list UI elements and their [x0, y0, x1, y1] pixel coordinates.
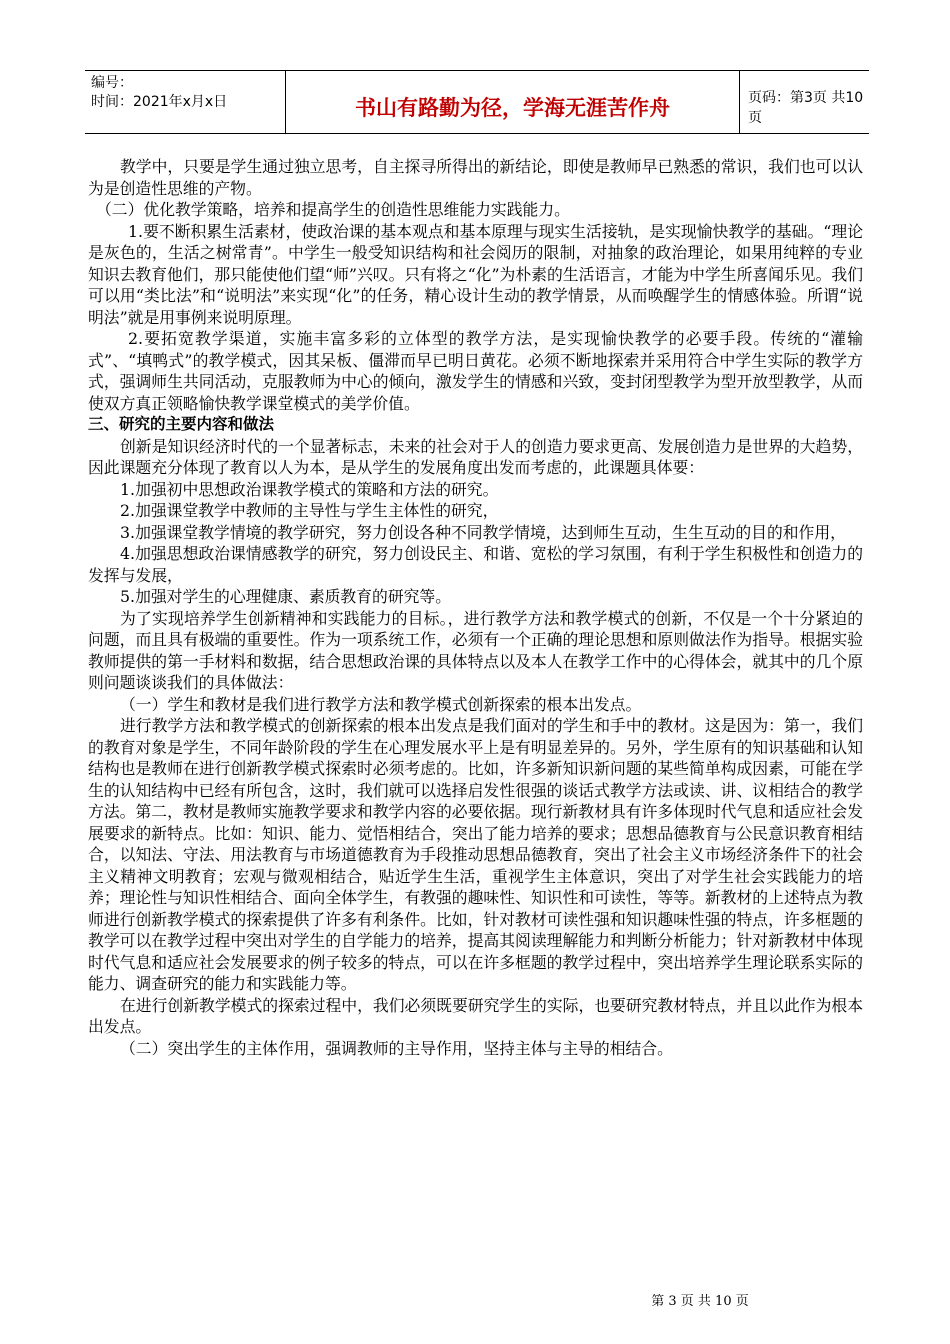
body-paragraph: 教学中，只要是学生通过独立思考，自主探寻所得出的新结论，即使是教师早已熟悉的常识，我们也可以认为是创造性思维的产物。 — [88, 157, 863, 198]
document-number-label: 编号： — [91, 75, 133, 91]
body-paragraph: 4.加强思想政治课情感教学的研究，努力创设民主、和谐、宽松的学习氛围，有利于学生积极性和创造力的发挥与发展， — [88, 544, 863, 585]
header-page-number: 页码：第3页 共10页 — [748, 90, 864, 126]
body-paragraph: 5.加强对学生的心理健康、素质教育的研究等。 — [120, 587, 452, 606]
body-paragraph: 创新是知识经济时代的一个显著标志，未来的社会对于人的创造力要求更高、发展创造力是世界的大趋势，因此课题充分体现了教育以人为本，是从学生的发展角度出发而考虑的，此课题具体要： — [88, 436, 863, 477]
page-header — [85, 70, 869, 134]
body-paragraph: （二）突出学生的主体作用，强调教师的主导作用，坚持主体与主导的相结合。 — [120, 1038, 673, 1058]
document-body — [88, 156, 863, 1059]
body-paragraph: 3.加强课堂教学情境的教学研究，努力创设各种不同教学情境，达到师生互动，生生互动的目的和作用， — [120, 522, 846, 542]
section-heading: 三、研究的主要内容和做法 — [88, 415, 275, 433]
body-paragraph: 为了实现培养学生创新精神和实践能力的目标。，进行教学方法和教学模式的创新，不仅是一个十分紧迫的问题，而且具有极端的重要性。作为一项系统工作，必须有一个正确的理论思想和原则做法作为指导。根据实验教师提供的第一手材料和数据，结合思想政治课的具体特点以及本人在教学工作中的心得体会，就其中的几个原则问题谈谈我们的具体做法： — [88, 608, 863, 692]
body-paragraph: 在进行创新教学模式的探索过程中，我们必须既要研究学生的实际，也要研究教材特点，并且以此作为根本出发点。 — [88, 995, 863, 1036]
body-paragraph: 1.加强初中思想政治课教学模式的策略和方法的研究。 — [120, 479, 499, 499]
body-paragraph: 2.加强课堂教学中教师的主导性与学生主体性的研究， — [120, 501, 499, 520]
body-paragraph: （二）优化教学策略，培养和提高学生的创造性思维能力实践能力。 — [96, 200, 570, 219]
document-time-label: 时间：2021年x月x日 — [91, 94, 228, 110]
header-motto: 书山有路勤为径，学海无涯苦作舟 — [285, 71, 740, 133]
body-paragraph: （一）学生和教材是我们进行教学方法和教学模式创新探索的根本出发点。 — [120, 694, 642, 714]
body-paragraph: 2.要拓宽教学渠道，实施丰富多彩的立体型的教学方法，是实现愉快教学的必要手段。传统的“灌输式”、“填鸭式”的教学模式，因其呆板、僵滞而早已明日黄花。必须不断地探索并采用符合中学生实际的教学方式，强调师生共同活动，克服教师为中心的倾向，激发学生的情感和兴致，变封闭型教学为型开放型教学，从而使双方真正领略愉快教学课堂模式的美学价值。 — [88, 329, 863, 413]
body-paragraph: 进行教学方法和教学模式的创新探索的根本出发点是我们面对的学生和手中的教材。这是因为：第一，我们的教育对象是学生，不同年龄阶段的学生在心理发展水平上是有明显差异的。另外，学生原有的知识基础和认知结构也是教师在进行创新教学模式探索时必须考虑的。比如，许多新知识新问题的某些简单构成因素，可能在学生的认知结构中已经有所包含，这时，我们就可以选择启发性很强的谈话式教学方法或读、讲、议相结合的教学方法。第二，教材是教师实施教学要求和教学内容的必要依据。现行新教材具有许多体现时代气息和适应社会发展要求的新特点。比如：知识、能力、觉悟相结合，突出了能力培养的要求；思想品德教育与公民意识教育相结合，以知法、守法、用法教育与市场道德教育为手段推动思想品德教育，突出了社会主义市场经济条件下的社会主义精神文明教育；宏观与微观相结合，贴近学生生活，重视学生主体意识，突出了对学生社会实践能力的培养；理论性与知识性相结合、面向全体学生，有教强的趣味性、知识性和可读性，等等。新教材的上述特点为教师进行创新教学模式的探索提供了许多有利条件。比如，针对教材可读性强和知识趣味性强的特点，许多框题的教学可以在教学过程中突出对学生的自学能力的培养，提高其阅读理解能力和判断分析能力；针对新教材中体现时代气息和适应社会发展要求的例子较多的特点，可以在许多框题的教学过程中，突出培养学生理论联系实际的能力、调查研究的能力和实践能力等。 — [88, 716, 863, 993]
body-paragraph: 1.要不断积累生活素材，使政治课的基本观点和基本原理与现实生活接轨，是实现愉快教学的基础。“理论是灰色的，生活之树常青”。中学生一般受知识结构和社会阅历的限制，对抽象的政治理论，如果用纯粹的专业知识去教育他们，那只能使他们望“师”兴叹。只有将之“化”为朴素的生活语言，才能为中学生所喜闻乐见。我们可以用“类比法”和“说明法”来实现“化”的任务，精心设计生动的教学情景，从而唤醒学生的情感体验。所谓“说明法”就是用事例来说明原理。 — [88, 221, 863, 327]
page-footer: 第 3 页 共 10 页 — [651, 1294, 749, 1309]
header-meta-cell — [85, 71, 285, 133]
